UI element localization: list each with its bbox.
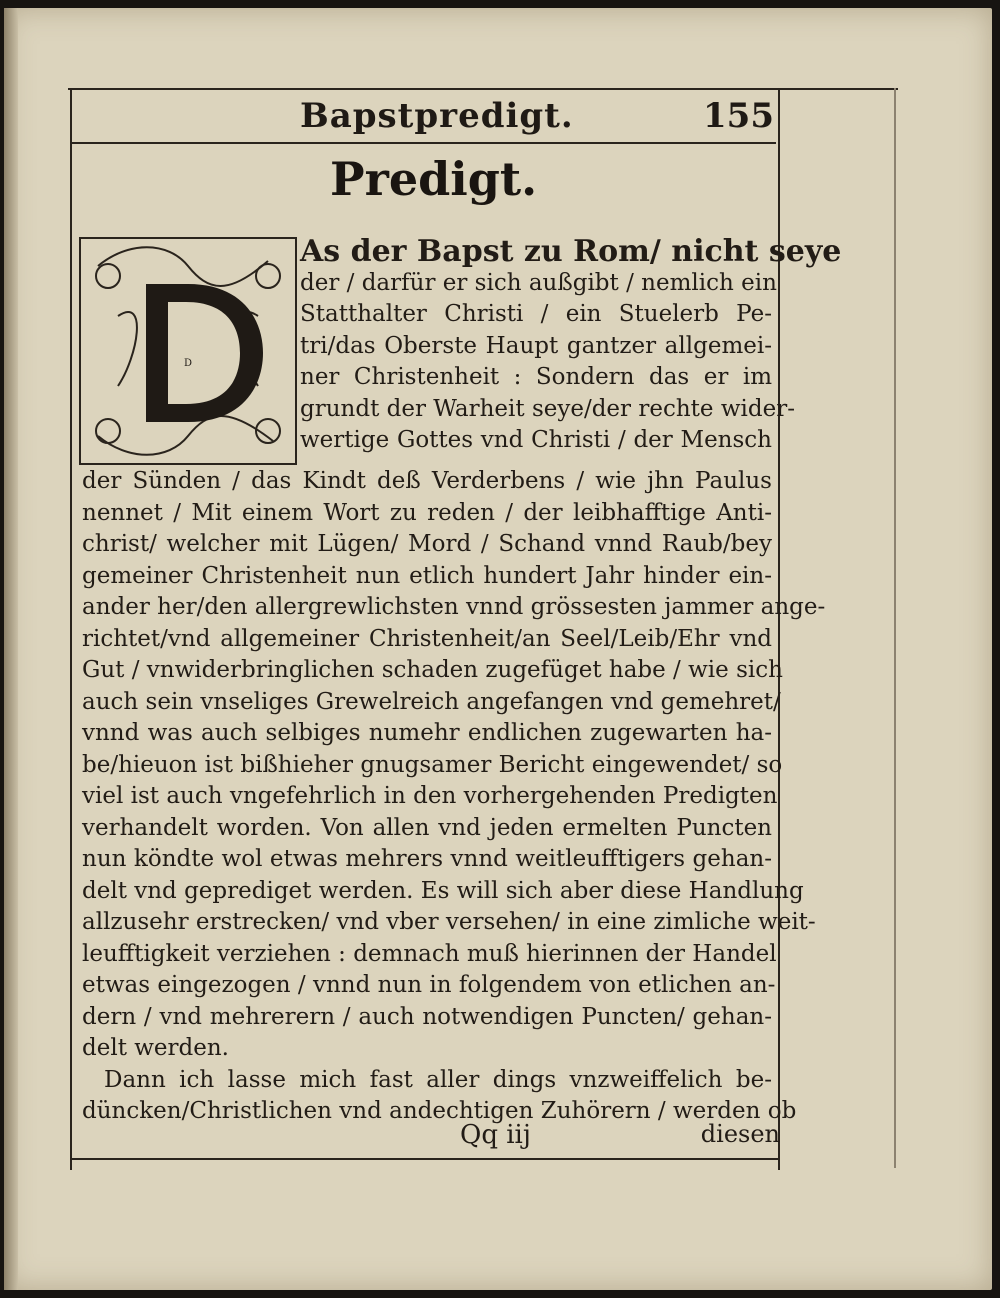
header-rule <box>70 142 776 144</box>
text-line: richtet/vnd allgemeiner Christenheit/an Seel/Leib/Ehr vnd <box>82 625 772 652</box>
text-line: delt werden. <box>82 1035 229 1061</box>
text-line: der / darfür er sich außgibt / nemlich ein <box>300 269 777 296</box>
text-line: be/hieuon ist bißhieher gnugsamer Bericht eingewendet/ so <box>82 751 783 778</box>
text-line: nun köndte wol etwas mehrers vnnd weitleufftigers gehan- <box>82 846 772 872</box>
text-line: der Sünden / das Kindt deß Verderbens / wie jhn Paulus <box>82 468 772 494</box>
text-line: grundt der Warheit seye/der rechte wider- <box>300 395 795 422</box>
text-line: allzusehr erstrecken/ vnd vber versehen/ in eine zimliche weit- <box>82 909 816 935</box>
text-line: dern / vnd mehrerern / auch notwendigen Puncten/ gehan- <box>82 1003 772 1030</box>
text-line: ner Christenheit : Sondern das er im <box>300 364 772 390</box>
text-line: leufftigkeit verziehen : demnach muß hierinnen der Handel <box>82 940 777 967</box>
text-line: As der Bapst zu Rom/ nicht seye <box>300 234 842 269</box>
text-line: düncken/Christlichen vnd andechtigen Zuhörern / werden ob <box>82 1098 797 1124</box>
bottom-rule <box>70 1158 780 1160</box>
text-line: Statthalter Christi / ein Stuelerb Pe- <box>300 301 772 327</box>
page-number: 155 <box>703 96 774 136</box>
text-line: wertige Gottes vnd Christi / der Mensch <box>300 427 772 453</box>
body-paragraph <box>82 466 826 1128</box>
inset-paragraph <box>82 234 842 457</box>
catchword: diesen <box>700 1120 780 1148</box>
running-title: Bapstpredigt. <box>300 96 574 136</box>
text-line: Dann ich lasse mich fast aller dings vnzweiffelich be- <box>104 1066 772 1093</box>
text-line: nennet / Mit einem Wort zu reden / der leibhafftige Anti- <box>82 499 772 526</box>
text-line: viel ist auch vngefehrlich in den vorhergehenden Predigten <box>82 783 778 809</box>
text-line: ander her/den allergrewlichsten vnnd grössesten jammer ange- <box>82 594 826 620</box>
text-line: Gut / vnwiderbringlichen schaden zugefüget habe / wie sich <box>82 657 783 683</box>
text-line: verhandelt worden. Von allen vnd jeden ermelten Puncten <box>82 814 772 841</box>
text-line: tri/das Oberste Haupt gantzer allgemei- <box>300 332 772 359</box>
svg-text:D: D <box>183 358 193 369</box>
text-line: christ/ welcher mit Lügen/ Mord / Schand vnnd Raub/bey <box>82 531 772 557</box>
section-heading: Predigt. <box>330 152 538 206</box>
text-line: etwas eingezogen / vnnd nun in folgendem von etlichen an- <box>82 972 776 998</box>
signature-mark: Qq iij <box>460 1120 531 1150</box>
text-line: auch sein vnseliges Grewelreich angefangen vnd gemehret/ <box>82 688 781 715</box>
text-line: delt vnd geprediget werden. Es will sich aber diese Handlung <box>82 877 804 904</box>
text-line: vnnd was auch selbiges numehr endlichen zugewarten ha- <box>82 720 772 746</box>
page-spine-edge <box>4 8 18 1290</box>
text-line: gemeiner Christenheit nun etlich hundert Jahr hinder ein- <box>82 562 772 589</box>
right-margin-rule <box>894 88 896 1168</box>
